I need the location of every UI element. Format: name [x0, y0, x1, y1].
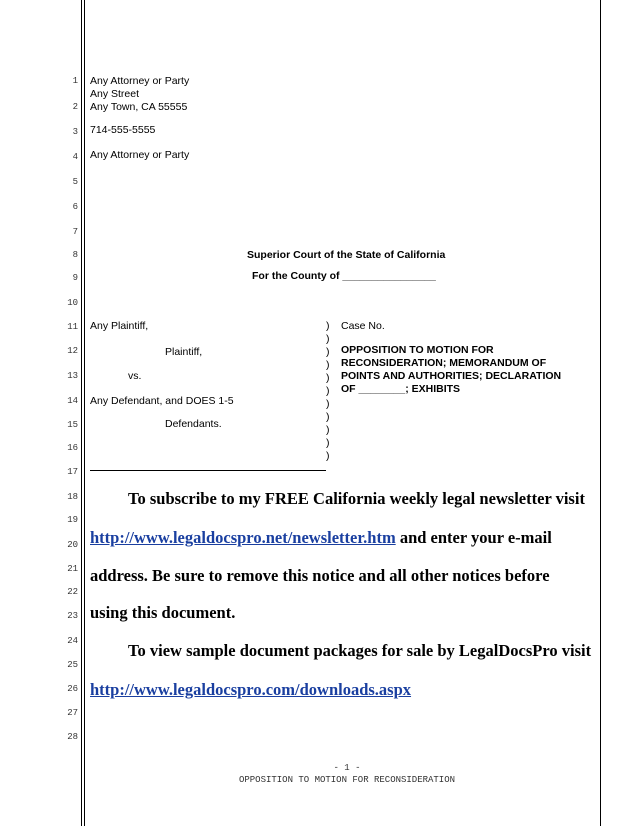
line-number: 11	[67, 322, 78, 332]
court-name: Superior Court of the State of California	[247, 249, 446, 261]
footer-page-number: - 1 -	[333, 763, 361, 773]
case-number: Case No.	[341, 320, 385, 332]
left-margin-rule-inner	[84, 0, 85, 826]
attorney-phone: 714-555-5555	[90, 124, 156, 136]
notice-line-6	[90, 680, 411, 700]
attorney-name: Any Attorney or Party	[90, 75, 190, 87]
caption-paren: )	[326, 372, 330, 384]
line-number: 1	[72, 76, 78, 86]
line-number: 25	[67, 660, 78, 670]
line-number: 28	[67, 732, 78, 742]
caption-paren: )	[326, 411, 330, 423]
attorney-for: Any Attorney or Party	[90, 149, 190, 161]
caption-paren: )	[326, 437, 330, 449]
document-title-line: OF ________; EXHIBITS	[341, 383, 461, 395]
caption-paren: )	[326, 385, 330, 397]
document-title-line: OPPOSITION TO MOTION FOR	[341, 344, 494, 356]
defendant-name: Any Defendant, and DOES 1-5	[90, 395, 234, 407]
left-margin-rule-outer	[81, 0, 82, 826]
notice-line-2-rest: and enter your e-mail	[395, 528, 552, 547]
document-title-line: RECONSIDERATION; MEMORANDUM OF	[341, 357, 547, 369]
plaintiff-label: Plaintiff,	[165, 346, 203, 358]
notice-line-1: To subscribe to my FREE California weekly legal newsletter visit	[128, 489, 585, 508]
line-number: 7	[72, 227, 78, 237]
line-number: 14	[67, 396, 78, 406]
notice-line-4: using this document.	[90, 603, 236, 622]
line-number: 2	[72, 102, 78, 112]
line-number: 12	[67, 346, 78, 356]
caption-paren: )	[326, 359, 330, 371]
line-number: 17	[67, 467, 78, 477]
line-number: 22	[67, 587, 78, 597]
plaintiff-name: Any Plaintiff,	[90, 320, 149, 332]
caption-underline	[90, 470, 326, 471]
caption-paren: )	[326, 424, 330, 436]
line-number: 20	[67, 540, 78, 550]
attorney-city: Any Town, CA 55555	[90, 101, 188, 113]
line-number: 4	[72, 152, 78, 162]
notice-line-2	[90, 528, 552, 548]
line-number: 23	[67, 611, 78, 621]
attorney-street: Any Street	[90, 88, 140, 100]
court-county: For the County of ________________	[252, 270, 436, 282]
line-number: 9	[72, 273, 78, 283]
footer-title: OPPOSITION TO MOTION FOR RECONSIDERATION	[238, 775, 456, 785]
caption-paren: )	[326, 346, 330, 358]
defendant-label: Defendants.	[165, 418, 222, 430]
line-number: 3	[72, 127, 78, 137]
downloads-link[interactable]: http://www.legaldocspro.com/downloads.aspx	[90, 680, 412, 699]
caption-paren: )	[326, 398, 330, 410]
line-number: 10	[67, 298, 78, 308]
line-number: 13	[67, 371, 78, 381]
line-number: 5	[72, 177, 78, 187]
caption-paren: )	[326, 450, 330, 462]
newsletter-link[interactable]: http://www.legaldocspro.net/newsletter.htm	[90, 528, 396, 547]
line-number: 27	[67, 708, 78, 718]
versus-label: vs.	[128, 370, 142, 382]
line-number: 6	[72, 202, 78, 212]
line-number: 15	[67, 420, 78, 430]
line-number: 16	[67, 443, 78, 453]
notice-line-3: address. Be sure to remove this notice and all other notices before	[90, 566, 550, 585]
caption-paren: )	[326, 320, 330, 332]
line-number: 24	[67, 636, 78, 646]
caption-paren: )	[326, 333, 330, 345]
line-number: 19	[67, 515, 78, 525]
document-title-line: POINTS AND AUTHORITIES; DECLARATION	[341, 370, 562, 382]
line-number: 21	[67, 564, 78, 574]
right-margin-rule	[600, 0, 601, 826]
line-number: 18	[67, 492, 78, 502]
line-number: 26	[67, 684, 78, 694]
line-number: 8	[72, 250, 78, 260]
notice-line-5: To view sample document packages for sale by LegalDocsPro visit	[128, 641, 592, 660]
